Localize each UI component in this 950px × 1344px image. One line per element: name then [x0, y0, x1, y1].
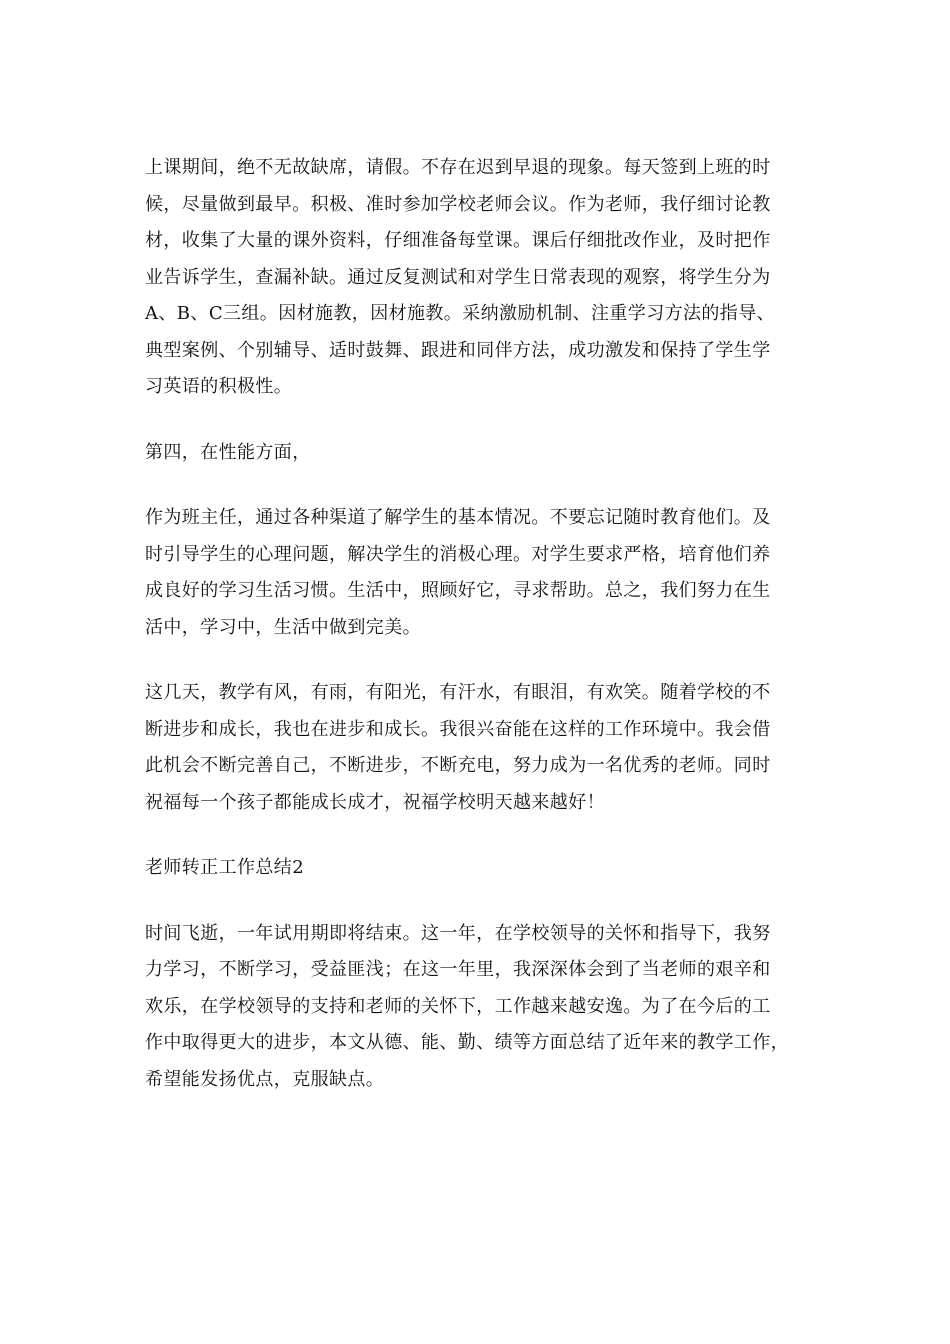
paragraph-class-teacher: 作为班主任，通过各种渠道了解学生的基本情况。不要忘记随时教育他们。及 时引导学生的心理问题，解决学生的消极心理。对学生要求严格，培育他们养 成良好的学习生活习惯。生活中，照顾好它，寻求帮助。总之，我们努力在生 活中，学习中，生活中做到完美。	[145, 507, 771, 638]
section-title-summary-2: 老师转正工作总结2	[145, 857, 305, 878]
section-heading-performance: 第四，在性能方面，	[145, 441, 311, 463]
paragraph-reflection: 这几天，教学有风，有雨，有阳光，有汗水，有眼泪，有欢笑。随着学校的不 断进步和成长，我也在进步和成长。我很兴奋能在这样的工作环境中。我会借 此机会不断完善自己，不断进步，不断充电，努力成为一名优秀的老师。同时 祝福每一个孩子都能成长成才，祝福学校明天越来越好！	[145, 682, 771, 813]
paragraph-probation-year: 时间飞逝，一年试用期即将结束。这一年，在学校领导的关怀和指导下，我努 力学习，不断学习，受益匪浅；在这一年里，我深深体会到了当老师的艰辛和 欢乐，在学校领导的支持和老师的关怀下，工作越来越安逸。为了在今后的工 作中取得更大的进步，本文从德、能、勤、绩等方面总结了近年来的教学工作， 希望能发扬优点，克服缺点。	[145, 922, 789, 1090]
document-page	[145, 150, 805, 1098]
paragraph-attendance: 上课期间，绝不无故缺席，请假。不存在迟到早退的现象。每天签到上班的时 候，尽量做到最早。积极、准时参加学校老师会议。作为老师，我仔细讨论教 材，收集了大量的课外资料，仔细准备每堂课。课后仔细批改作业，及时把作 业告诉学生，查漏补缺。通过反复测试和对学生日常表现的观察，将学生分为 A、B、C三组。因材施教，因材施教。采纳激励机制、注重学习方法的指导、 典型案例、个别辅导、适时鼓舞、跟进和同伴方法，成功激发和保持了学生学 习英语的积极性。	[145, 157, 775, 397]
